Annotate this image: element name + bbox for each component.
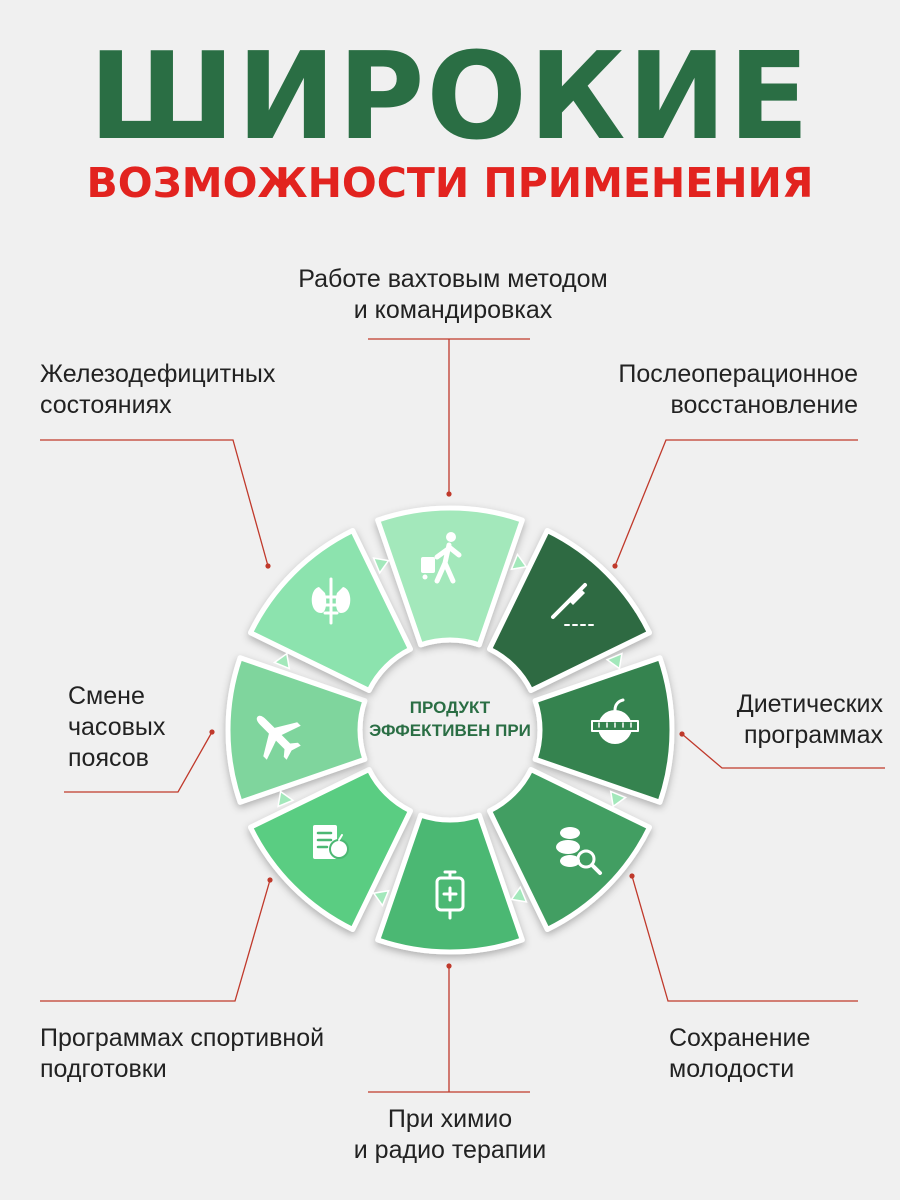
- label-diet: [737, 689, 883, 751]
- label-sport: [40, 1023, 324, 1085]
- label-postop: [618, 359, 858, 421]
- label-postop-line2: восстановление: [670, 391, 858, 419]
- label-iron: [40, 359, 275, 421]
- label-youth: [669, 1023, 810, 1085]
- label-youth-line2: молодости: [669, 1055, 795, 1083]
- label-sport-line1: Программах спортивной: [40, 1024, 325, 1052]
- connector-chemo: [368, 966, 530, 1092]
- flow-arrow-icon: [607, 654, 622, 669]
- label-postop-line1: Послеоперационное: [618, 360, 858, 388]
- connector-watch: [368, 339, 530, 494]
- center-caption: [330, 696, 570, 742]
- label-timezone-line3: поясов: [68, 744, 149, 772]
- center-caption-line2: ЭФФЕКТИВЕН ПРИ: [369, 721, 531, 740]
- label-watch-line1: Работе вахтовым методом: [298, 265, 608, 293]
- label-iron-line2: состояниях: [40, 391, 172, 419]
- label-chemo-line2: и радио терапии: [353, 1136, 547, 1164]
- center-caption-line1: ПРОДУКТ: [409, 698, 491, 717]
- page-subtitle: ВОЗМОЖНОСТИ ПРИМЕНЕНИЯ: [86, 159, 814, 207]
- connector-sport: [40, 880, 270, 1001]
- label-chemo-line1: При химио: [387, 1105, 513, 1133]
- label-timezone-line1: Смене: [68, 682, 145, 710]
- flow-arrow-icon: [512, 887, 527, 902]
- label-iron-line1: Железодефицитных: [40, 360, 276, 388]
- flow-arrow-icon: [374, 891, 389, 906]
- connector-youth: [632, 876, 858, 1001]
- flow-arrow-icon: [275, 654, 290, 669]
- label-watch-line2: и командировках: [353, 296, 553, 324]
- page-title: ШИРОКИЕ: [88, 28, 812, 167]
- connector-iron: [40, 440, 268, 566]
- label-sport-line2: подготовки: [40, 1055, 167, 1083]
- flow-arrow-icon: [278, 792, 293, 807]
- flow-arrow-icon: [611, 791, 626, 806]
- label-timezone: [68, 681, 165, 774]
- label-watch: [270, 264, 636, 326]
- connector-postop: [615, 440, 858, 566]
- flow-arrow-icon: [374, 558, 389, 573]
- label-diet-line1: Диетических: [736, 690, 883, 718]
- wheel-segment-postop: [490, 531, 650, 691]
- label-chemo: [300, 1104, 600, 1166]
- label-timezone-line2: часовых: [68, 713, 166, 741]
- label-diet-line2: программах: [743, 721, 883, 749]
- label-youth-line1: Сохранение: [669, 1024, 811, 1052]
- flow-arrow-icon: [511, 555, 526, 570]
